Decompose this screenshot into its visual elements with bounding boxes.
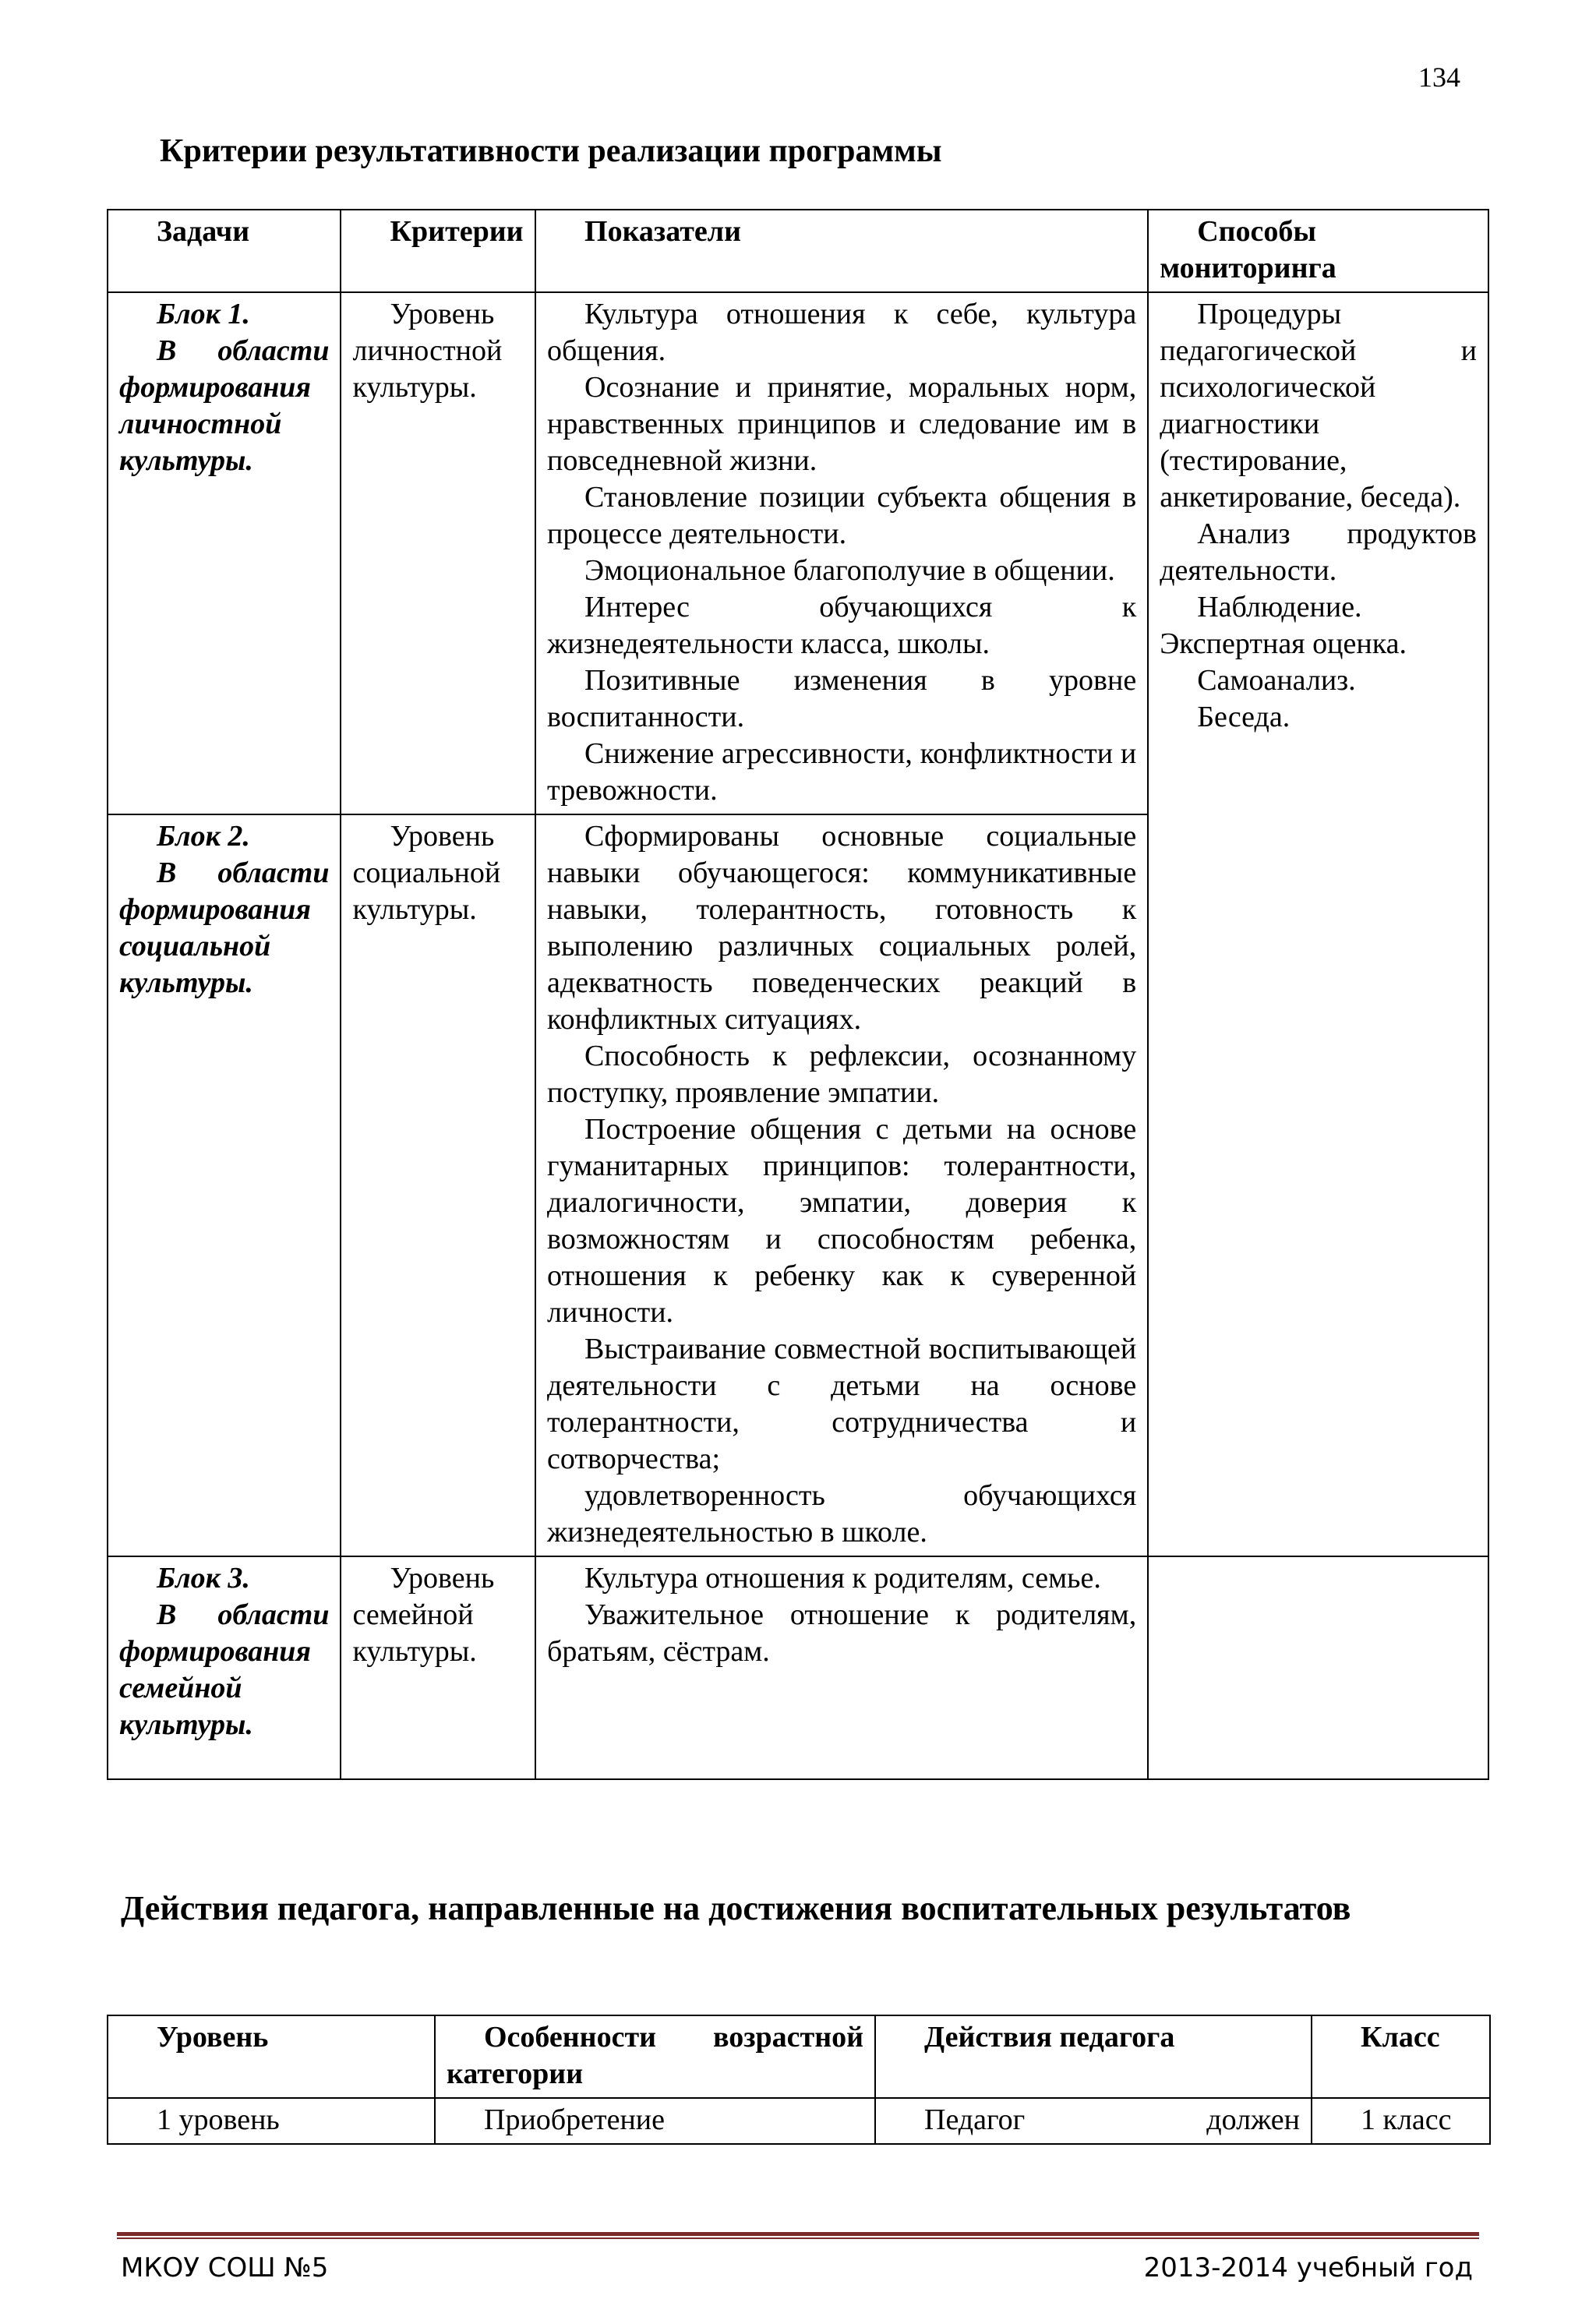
grade-cell: 1 класс [1312, 2098, 1490, 2144]
header-criteria: Критерии [341, 210, 535, 292]
level-cell: 1 уровень [108, 2098, 435, 2144]
indicator-text: Позитивные изменения в уровне воспитанности. [547, 664, 1137, 733]
monitoring-cell-empty [1148, 1556, 1488, 1779]
indicator-text: Выстраивание совместной воспитывающей деятельности с детьми на основе толерантности, сотрудничества и сотворчества; [547, 1333, 1137, 1475]
criterion-text: Уровень личностной культуры. [352, 298, 503, 404]
table-row [108, 2098, 1490, 2144]
monitoring-text: Процедуры педагогической и психологической диагностики (тестирование, анкетирование, беседа). [1160, 298, 1477, 514]
monitoring-text: Экспертная оценка. [1160, 627, 1407, 660]
criteria-table [107, 209, 1489, 1780]
block-title: Блок 1. [157, 298, 250, 330]
monitoring-cell [1148, 292, 1488, 1556]
section-subheading: Действия педагога, направленные на достижения воспитательных результатов [121, 1889, 1351, 1927]
indicator-text: Культура отношения к родителям, семье. [584, 1562, 1101, 1595]
block-cell [108, 292, 341, 814]
indicator-text: Осознание и принятие, моральных норм, нравственных принципов и следование им в повседневной жизни. [547, 371, 1137, 477]
block-description: В области формирования социальной культуры. [119, 856, 330, 999]
header-grade: Класс [1312, 2015, 1490, 2098]
indicator-text: Культура отношения к себе, культура общения. [547, 298, 1137, 367]
header-monitoring: Способы мониторинга [1148, 210, 1488, 292]
indicator-text: Сформированы основные социальные навыки обучающегося: коммуникативные навыки, толерантность, готовность к выполению различных социальных ролей, адекватность поведенческих реакций в конфликтных ситуациях. [547, 820, 1137, 1036]
criteria-header-row [108, 210, 1488, 292]
criterion-cell [341, 292, 535, 814]
footer-divider-thin [117, 2237, 1479, 2239]
criterion-text: Уровень семейной культуры. [352, 1562, 495, 1668]
indicator-text: Становление позиции субъекта общения в процессе деятельности. [547, 481, 1137, 550]
block-cell [108, 1556, 341, 1779]
table-row [108, 292, 1488, 814]
monitoring-text: Беседа. [1197, 701, 1291, 733]
criterion-cell [341, 1556, 535, 1779]
table-row [108, 1556, 1488, 1779]
indicator-text: Снижение агрессивности, конфликтности и тревожности. [547, 737, 1137, 807]
block-cell [108, 814, 341, 1556]
footer-school: МКОУ СОШ №5 [121, 2252, 329, 2283]
indicator-text: Уважительное отношение к родителям, братьям, сёстрам. [547, 1598, 1137, 1668]
age-features-cell: Приобретение [435, 2098, 875, 2144]
indicator-text: Интерес обучающихся к жизнедеятельности класса, школы. [547, 591, 1137, 660]
criterion-text: Уровень социальной культуры. [352, 820, 501, 926]
indicators-cell [535, 292, 1148, 814]
block-description: В области формирования личностной культуры. [119, 334, 330, 477]
header-teacher-actions: Действия педагога [875, 2015, 1312, 2098]
header-level: Уровень [108, 2015, 435, 2098]
teacher-actions-cell: Педагог должен [875, 2098, 1312, 2144]
block-title: Блок 2. [157, 820, 250, 853]
indicators-cell [535, 1556, 1148, 1779]
indicator-text: Способность к рефлексии, осознанному поступку, проявление эмпатии. [547, 1040, 1137, 1109]
footer-divider [117, 2232, 1479, 2236]
actions-table [107, 2015, 1491, 2145]
page-heading: Критерии результативности реализации программы [160, 133, 942, 169]
actions-header-row [108, 2015, 1490, 2098]
block-description: В области формирования семейной культуры. [119, 1598, 330, 1741]
monitoring-text: Самоанализ. [1197, 664, 1356, 697]
indicator-text: удовлетворенность обучающихся жизнедеятельностью в школе. [547, 1479, 1137, 1549]
header-age-features: Особенности возрастной категории [435, 2015, 875, 2098]
header-indicators: Показатели [535, 210, 1148, 292]
criterion-cell [341, 814, 535, 1556]
indicator-text: Построение общения с детьми на основе гуманитарных принципов: толерантности, диалогичности, эмпатии, доверия к возможностям и способностям ребенка, отношения к ребенку как к суверенной личности. [547, 1113, 1137, 1329]
indicators-cell [535, 814, 1148, 1556]
block-title: Блок 3. [157, 1562, 250, 1595]
page-number: 134 [1418, 62, 1460, 93]
monitoring-text: Наблюдение. [1197, 591, 1362, 623]
indicator-text: Эмоциональное благополучие в общении. [584, 554, 1115, 587]
header-tasks: Задачи [108, 210, 341, 292]
footer-year: 2013-2014 учебный год [1143, 2252, 1473, 2283]
monitoring-text: Анализ продуктов деятельности. [1160, 517, 1477, 587]
